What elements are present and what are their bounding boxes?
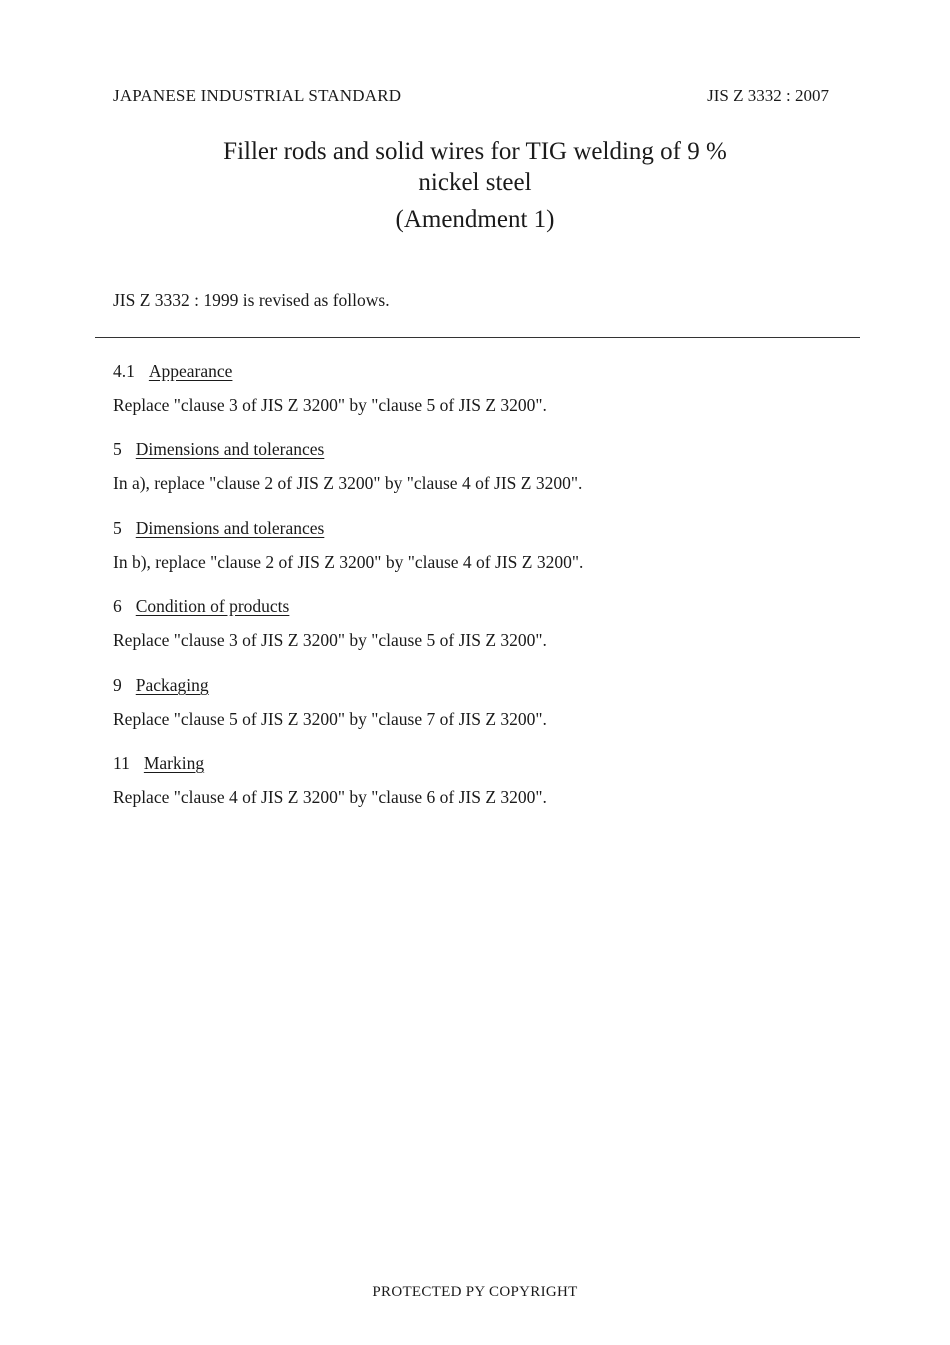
section-heading	[113, 517, 853, 539]
section-number: 5	[113, 439, 122, 459]
section-title: Appearance	[148, 361, 233, 381]
document-subtitle: (Amendment 1)	[395, 206, 555, 233]
section-title: Marking	[143, 753, 205, 773]
section-number: 5	[113, 518, 122, 538]
section-title: Dimensions and tolerances	[135, 518, 325, 538]
copyright-footer: PROTECTED PY COPYRIGHT	[372, 1284, 578, 1300]
section-body: Replace "clause 3 of JIS Z 3200" by "clause 5 of JIS Z 3200".	[113, 395, 547, 415]
section-body: Replace "clause 3 of JIS Z 3200" by "clause 5 of JIS Z 3200".	[113, 630, 547, 650]
document-title-line-1: Filler rods and solid wires for TIG welding of 9 %	[223, 138, 727, 165]
section-body: In b), replace "clause 2 of JIS Z 3200" by "clause 4 of JIS Z 3200".	[113, 552, 584, 572]
intro-text: JIS Z 3332 : 1999 is revised as follows.	[113, 290, 390, 310]
standard-number: JIS Z 3332 : 2007	[707, 86, 829, 105]
section-number: 6	[113, 596, 122, 616]
section-condition-of-products	[113, 595, 853, 651]
section-packaging	[113, 674, 853, 730]
section-number: 4.1	[113, 361, 135, 381]
section-dimensions-b	[113, 517, 853, 573]
section-marking	[113, 752, 853, 808]
section-title: Condition of products	[135, 596, 290, 616]
section-heading	[113, 595, 853, 617]
section-title: Dimensions and tolerances	[135, 439, 325, 459]
section-heading	[113, 752, 853, 774]
standard-header: JAPANESE INDUSTRIAL STANDARD	[113, 86, 402, 105]
section-dimensions-a	[113, 438, 853, 494]
document-title-line-2: nickel steel	[418, 169, 532, 196]
horizontal-divider	[95, 337, 860, 338]
section-body: Replace "clause 4 of JIS Z 3200" by "clause 6 of JIS Z 3200".	[113, 787, 547, 807]
section-body: Replace "clause 5 of JIS Z 3200" by "clause 7 of JIS Z 3200".	[113, 709, 547, 729]
section-heading	[113, 438, 853, 460]
section-heading	[113, 360, 853, 382]
section-appearance	[113, 360, 853, 416]
section-body: In a), replace "clause 2 of JIS Z 3200" by "clause 4 of JIS Z 3200".	[113, 473, 583, 493]
section-heading	[113, 674, 853, 696]
section-number: 11	[113, 753, 130, 773]
section-title: Packaging	[135, 675, 209, 695]
section-number: 9	[113, 675, 122, 695]
